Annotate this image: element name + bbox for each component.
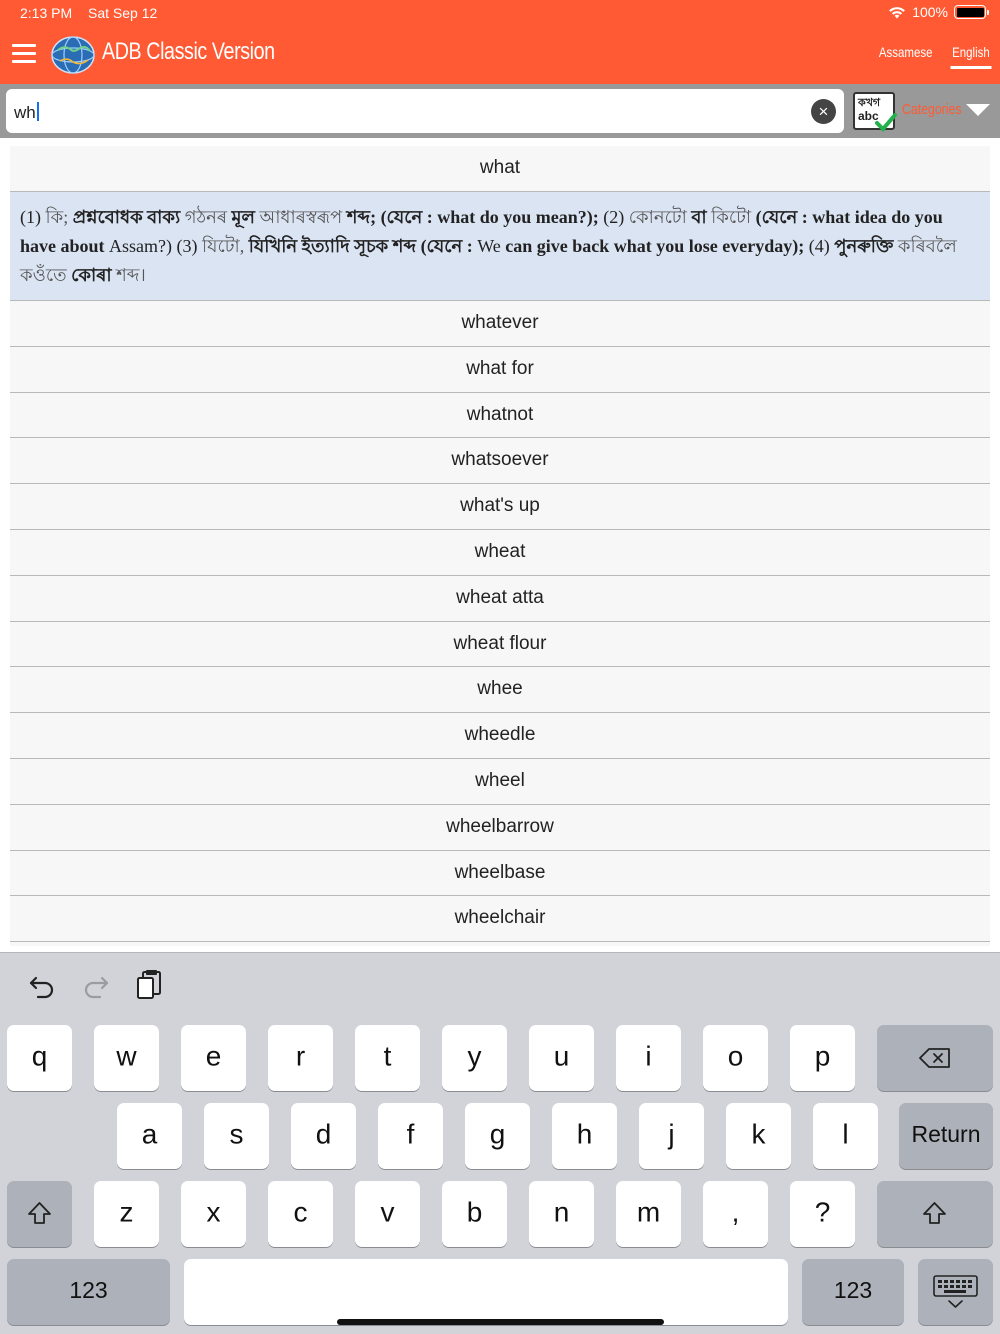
definition-panel bbox=[10, 192, 990, 301]
keyboard-hide-icon bbox=[933, 1275, 978, 1309]
key-k[interactable]: k bbox=[726, 1103, 791, 1169]
definition-fragment: গঠনৰ bbox=[184, 207, 232, 227]
definition-fragment: We bbox=[477, 236, 506, 256]
paste-icon[interactable] bbox=[136, 969, 164, 1001]
key-question[interactable]: ? bbox=[790, 1181, 855, 1247]
return-key[interactable]: Return bbox=[899, 1103, 993, 1169]
categories-icon-line1: কখগ bbox=[858, 97, 881, 109]
definition-fragment: কৰিবলৈ কওঁতে bbox=[20, 236, 957, 285]
key-d[interactable]: d bbox=[291, 1103, 356, 1169]
results-list bbox=[10, 146, 990, 946]
caret-down-icon[interactable] bbox=[966, 104, 990, 116]
status-right bbox=[888, 4, 986, 20]
definition-fragment: কি; bbox=[45, 207, 73, 227]
key-p[interactable]: p bbox=[790, 1025, 855, 1091]
status-date: Sat Sep 12 bbox=[88, 5, 158, 21]
word-row[interactable]: what's up bbox=[10, 484, 990, 530]
key-q[interactable]: q bbox=[7, 1025, 72, 1091]
checkmark-icon bbox=[875, 112, 897, 132]
key-comma[interactable]: , bbox=[703, 1181, 768, 1247]
key-r[interactable]: r bbox=[268, 1025, 333, 1091]
categories-icon-line2: abc bbox=[858, 109, 879, 123]
definition-fragment: কোনটো bbox=[628, 207, 692, 227]
search-input-value: wh bbox=[14, 102, 39, 123]
key-a[interactable]: a bbox=[117, 1103, 182, 1169]
word-row[interactable]: wheelchair bbox=[10, 896, 990, 942]
key-m[interactable]: m bbox=[616, 1181, 681, 1247]
hide-keyboard-key[interactable] bbox=[918, 1259, 993, 1325]
key-h[interactable]: h bbox=[552, 1103, 617, 1169]
status-bar bbox=[0, 0, 1000, 28]
backspace-key[interactable] bbox=[877, 1025, 993, 1091]
battery-icon bbox=[954, 5, 986, 19]
word-row[interactable]: wheat atta bbox=[10, 576, 990, 622]
key-g[interactable]: g bbox=[465, 1103, 530, 1169]
key-s[interactable]: s bbox=[204, 1103, 269, 1169]
word-row[interactable]: whatsoever bbox=[10, 438, 990, 484]
definition-fragment: যিটো, bbox=[202, 236, 249, 256]
tab-assamese[interactable]: Assamese bbox=[878, 44, 933, 60]
word-row[interactable]: wheedle bbox=[10, 713, 990, 759]
shift-icon bbox=[922, 1201, 947, 1225]
key-o[interactable]: o bbox=[703, 1025, 768, 1091]
word-row[interactable]: wheel bbox=[10, 759, 990, 805]
definition-fragment: পুনৰুক্তি bbox=[834, 236, 898, 256]
key-l[interactable]: l bbox=[813, 1103, 878, 1169]
key-x[interactable]: x bbox=[181, 1181, 246, 1247]
key-w[interactable]: w bbox=[94, 1025, 159, 1091]
word-row[interactable]: whee bbox=[10, 667, 990, 713]
shift-key-right[interactable] bbox=[877, 1181, 993, 1247]
text-caret bbox=[37, 102, 39, 121]
status-time: 2:13 PM bbox=[20, 5, 73, 21]
key-j[interactable]: j bbox=[639, 1103, 704, 1169]
key-u[interactable]: u bbox=[529, 1025, 594, 1091]
word-row[interactable]: wheat bbox=[10, 530, 990, 576]
definition-fragment: (যেনে : what idea do you have about bbox=[20, 207, 943, 256]
definition-fragment: কোৰা bbox=[71, 265, 117, 285]
key-c[interactable]: c bbox=[268, 1181, 333, 1247]
definition-fragment: শব্দ; (যেনে : what do you mean?); bbox=[346, 207, 604, 227]
definition-fragment: কিটো bbox=[711, 207, 756, 227]
key-y[interactable]: y bbox=[442, 1025, 507, 1091]
space-key[interactable] bbox=[184, 1259, 788, 1325]
backspace-icon bbox=[919, 1048, 951, 1068]
definition-fragment: যিখিনি ইত্যাদি সূচক শব্দ (যেনে : bbox=[248, 236, 478, 256]
globe-logo-icon bbox=[50, 35, 96, 75]
redo-icon[interactable] bbox=[82, 971, 110, 999]
definition-fragment: শব্দ। bbox=[116, 265, 146, 285]
selected-word-row[interactable]: what bbox=[10, 146, 990, 192]
key-i[interactable]: i bbox=[616, 1025, 681, 1091]
search-row bbox=[0, 84, 1000, 138]
word-row[interactable]: what for bbox=[10, 347, 990, 393]
home-indicator[interactable] bbox=[337, 1319, 664, 1325]
word-list bbox=[10, 301, 990, 942]
word-row[interactable]: whatever bbox=[10, 301, 990, 347]
definition-fragment: আধাৰস্বৰূপ bbox=[259, 207, 347, 227]
word-row[interactable]: wheelbase bbox=[10, 851, 990, 897]
definition-fragment: (4) bbox=[808, 236, 835, 256]
definition-fragment: প্ৰশ্নবোধক বাক্য bbox=[72, 207, 185, 227]
definition-fragment: (1) bbox=[20, 207, 46, 227]
language-tabs bbox=[871, 44, 996, 69]
word-row[interactable]: wheelbarrow bbox=[10, 805, 990, 851]
undo-icon[interactable] bbox=[28, 971, 56, 999]
word-row[interactable]: whatnot bbox=[10, 393, 990, 439]
key-v[interactable]: v bbox=[355, 1181, 420, 1247]
definition-fragment: (2) bbox=[603, 207, 629, 227]
clear-circle-x-icon[interactable]: × bbox=[811, 99, 836, 124]
key-z[interactable]: z bbox=[94, 1181, 159, 1247]
battery-percent: 100% bbox=[912, 4, 948, 20]
tab-english[interactable]: English bbox=[951, 44, 992, 69]
hamburger-menu-icon[interactable] bbox=[12, 44, 36, 66]
shift-icon bbox=[27, 1201, 52, 1225]
key-n[interactable]: n bbox=[529, 1181, 594, 1247]
numbers-key-right[interactable]: 123 bbox=[802, 1259, 904, 1325]
word-row[interactable]: wheat flour bbox=[10, 622, 990, 668]
key-e[interactable]: e bbox=[181, 1025, 246, 1091]
on-screen-keyboard bbox=[0, 952, 1000, 1334]
categories-label[interactable]: Categories bbox=[902, 101, 962, 118]
wifi-icon bbox=[888, 6, 906, 19]
definition-fragment: Assam?) (3) bbox=[109, 236, 202, 256]
search-input[interactable] bbox=[6, 89, 844, 133]
categories-icon[interactable] bbox=[853, 92, 895, 130]
numbers-key-left[interactable]: 123 bbox=[7, 1259, 170, 1325]
definition-fragment: বা bbox=[691, 207, 712, 227]
definition-fragment: মূল bbox=[231, 207, 260, 227]
app-header bbox=[0, 0, 1000, 84]
shift-key-left[interactable] bbox=[7, 1181, 72, 1247]
app-title: ADB Classic Version bbox=[102, 38, 275, 65]
key-f[interactable]: f bbox=[378, 1103, 443, 1169]
definition-fragment: can give back what you lose everyday); bbox=[505, 236, 809, 256]
key-b[interactable]: b bbox=[442, 1181, 507, 1247]
key-t[interactable]: t bbox=[355, 1025, 420, 1091]
keyboard-toolbar bbox=[0, 953, 1000, 1017]
